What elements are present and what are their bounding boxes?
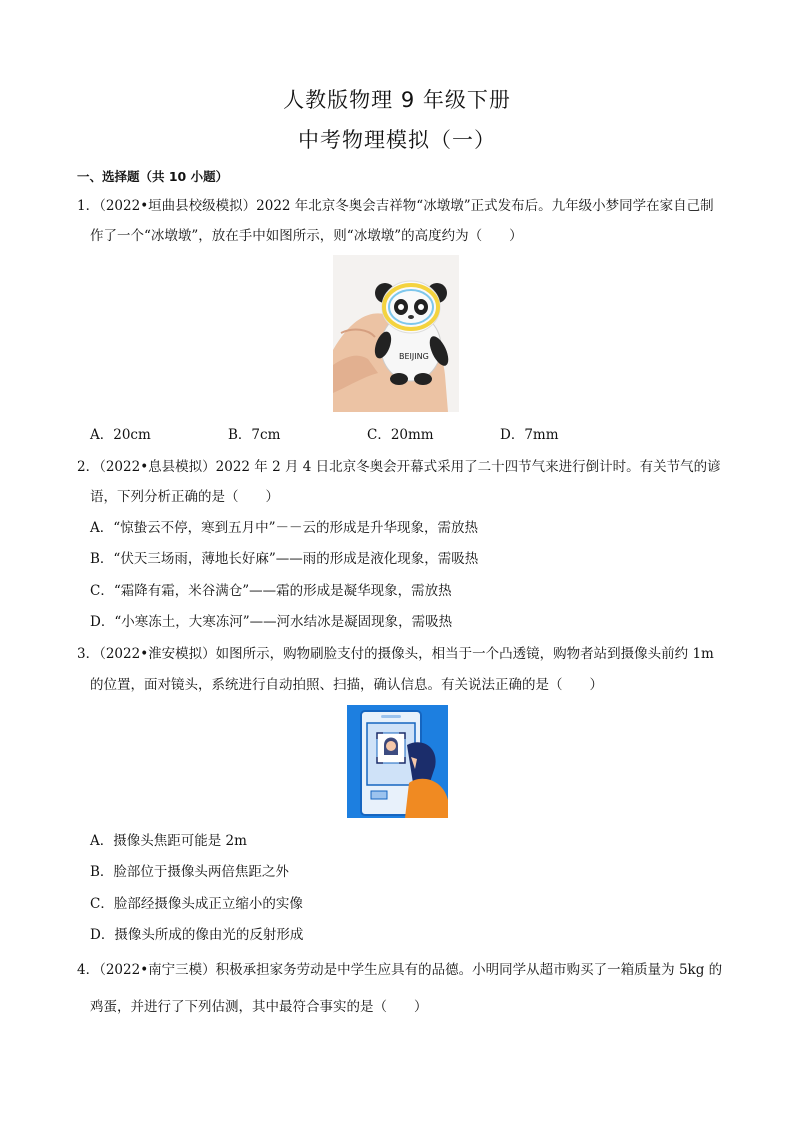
question-3-option-d: D．摄像头所成的像由光的反射形成 xyxy=(90,927,304,943)
question-3-option-b: B．脸部位于摄像头两倍焦距之外 xyxy=(90,864,289,880)
question-2-option-d: D．“小寒冻土，大寒冻河”——河水结冰是凝固现象，需吸热 xyxy=(90,614,453,630)
question-1-option-b: B．7cm xyxy=(228,427,281,443)
question-3-option-c: C．脸部经摄像头成正立缩小的实像 xyxy=(90,896,303,912)
face-payment-kiosk-illustration xyxy=(347,705,448,818)
document-title: 人教版物理 9 年级下册 xyxy=(283,88,511,112)
question-4-line-1: 4．（2022•南宁三模）积极承担家务劳动是中学生应具有的品德。小明同学从超市购买了一箱质量为 5kg 的 xyxy=(77,962,723,978)
question-1-line-1: 1．（2022•垣曲县校级模拟）2022 年北京冬奥会吉祥物“冰墩墩”正式发布后。九年级小梦同学在家自己制 xyxy=(77,198,714,214)
question-3-option-a: A．摄像头焦距可能是 2m xyxy=(90,833,247,849)
question-3-line-2: 的位置，面对镜头，系统进行自动拍照、扫描，确认信息。有关说法正确的是（ ） xyxy=(90,677,603,693)
bing-dwen-dwen-photo xyxy=(333,255,459,412)
svg-text:BEIJING: BEIJING xyxy=(399,352,429,361)
question-2-line-1: 2．（2022•息县模拟）2022 年 2 月 4 日北京冬奥会开幕式采用了二十四节气来进行倒计时。有关节气的谚 xyxy=(77,459,721,475)
question-1-option-a: A．20cm xyxy=(90,427,151,443)
question-4-line-2: 鸡蛋，并进行了下列估测，其中最符合事实的是（ ） xyxy=(90,999,428,1015)
question-1-option-d: D．7mm xyxy=(500,427,559,443)
section-heading: 一、选择题（共 10 小题） xyxy=(77,169,229,184)
question-1-option-c: C．20mm xyxy=(367,427,434,443)
question-3-line-1: 3．（2022•淮安模拟）如图所示，购物刷脸支付的摄像头，相当于一个凸透镜，购物者站到摄像头前约 1m xyxy=(77,646,714,662)
question-2-option-a: A．“惊蛰云不停，寒到五月中”－－云的形成是升华现象，需放热 xyxy=(90,520,479,536)
question-2-line-2: 语，下列分析正确的是（ ） xyxy=(90,489,279,505)
question-1-line-2: 作了一个“冰墩墩”，放在手中如图所示，则“冰墩墩”的高度约为（ ） xyxy=(90,228,523,244)
document-subtitle: 中考物理模拟（一） xyxy=(298,128,496,152)
question-2-option-b: B．“伏天三场雨，薄地长好麻”——雨的形成是液化现象，需吸热 xyxy=(90,551,479,567)
question-2-option-c: C．“霜降有霜，米谷满仓”——霜的形成是凝华现象，需放热 xyxy=(90,583,452,599)
